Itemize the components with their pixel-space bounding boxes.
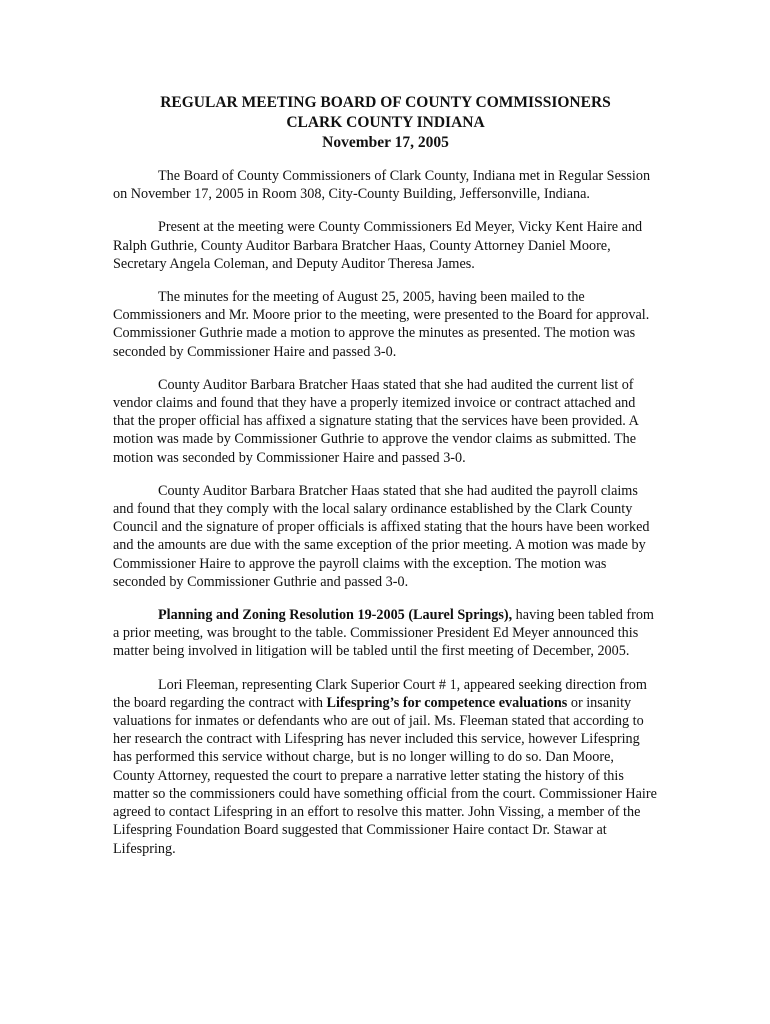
document-heading bbox=[113, 93, 658, 153]
planning-zoning-text: having been tabled from a prior meeting, was brought to the table. Commissioner President Ed Meyer announced this matter being involved in litigation will be tabled until the first meeting of December, 2005. bbox=[113, 607, 654, 660]
paragraph-lifespring bbox=[113, 676, 658, 858]
lifespring-text-intro: Lori Fleeman, representing Clark Superior Court # 1, appeared seeking direction from the board regarding the contract with bbox=[113, 676, 647, 711]
paragraph-minutes: The minutes for the meeting of August 25, 2005, having been mailed to the Commissioners and Mr. Moore prior to the meeting, were presented to the Board for approval. Commissioner Guthrie made a motion to approve the minutes as presented. The motion was seconded by Commissioner Haire and passed 3-0. bbox=[113, 289, 650, 360]
document-page bbox=[113, 93, 658, 873]
paragraph-attendance: Present at the meeting were County Commissioners Ed Meyer, Vicky Kent Haire and Ralph Guthrie, County Auditor Barbara Bratcher Haas, County Attorney Daniel Moore, Secretary Angela Coleman, and Deputy Auditor Theresa James. bbox=[113, 219, 643, 272]
planning-zoning-title: Planning and Zoning Resolution 19-2005 (Laurel Springs), bbox=[158, 607, 513, 624]
paragraph-session: The Board of County Commissioners of Clark County, Indiana met in Regular Session on November 17, 2005 in Room 308, City-County Building, Jeffersonville, Indiana. bbox=[113, 168, 651, 203]
heading-line-1: REGULAR MEETING BOARD OF COUNTY COMMISSIONERS bbox=[160, 94, 611, 111]
paragraph-payroll-claims: County Auditor Barbara Bratcher Haas stated that she had audited the payroll claims and found that they comply with the local salary ordinance established by the Clark County Council and the signature of proper officials is affixed stating that the hours have been worked and the amounts are due with the same exception of the prior meeting. A motion was made by Commissioner Haire to approve the payroll claims with the exception. The motion was seconded by Commissioner Guthrie and passed 3-0. bbox=[113, 482, 650, 590]
heading-date: November 17, 2005 bbox=[322, 134, 449, 151]
lifespring-bold-phrase: Lifespring’s for competence evaluations bbox=[326, 694, 568, 711]
lifespring-text-rest: or insanity valuations for inmates or defendants who are out of jail. Ms. Fleeman stated that according to her research the contract with Lifespring has never included this service, however Lifespring has performed this service without charge, but is no longer willing to do so. Dan Moore, County Attorney, requested the court to prepare a narrative letter stating the history of this matter so the commissioners could have something official from the court. Commissioner Haire agreed to contact Lifespring in an effort to resolve this matter. John Vissing, a member of the Lifespring Foundation Board suggested that Commissioner Haire contact Dr. Stawar at Lifespring. bbox=[113, 694, 657, 857]
paragraph-planning-zoning bbox=[113, 606, 658, 661]
paragraph-vendor-claims: County Auditor Barbara Bratcher Haas stated that she had audited the current list of vendor claims and found that they have a properly itemized invoice or contract attached and that the proper official has affixed a signature stating that the services have been provided. A motion was made by Commissioner Guthrie to approve the vendor claims as submitted. The motion was seconded by Commissioner Haire and passed 3-0. bbox=[113, 376, 639, 466]
heading-line-2: CLARK COUNTY INDIANA bbox=[286, 114, 485, 131]
